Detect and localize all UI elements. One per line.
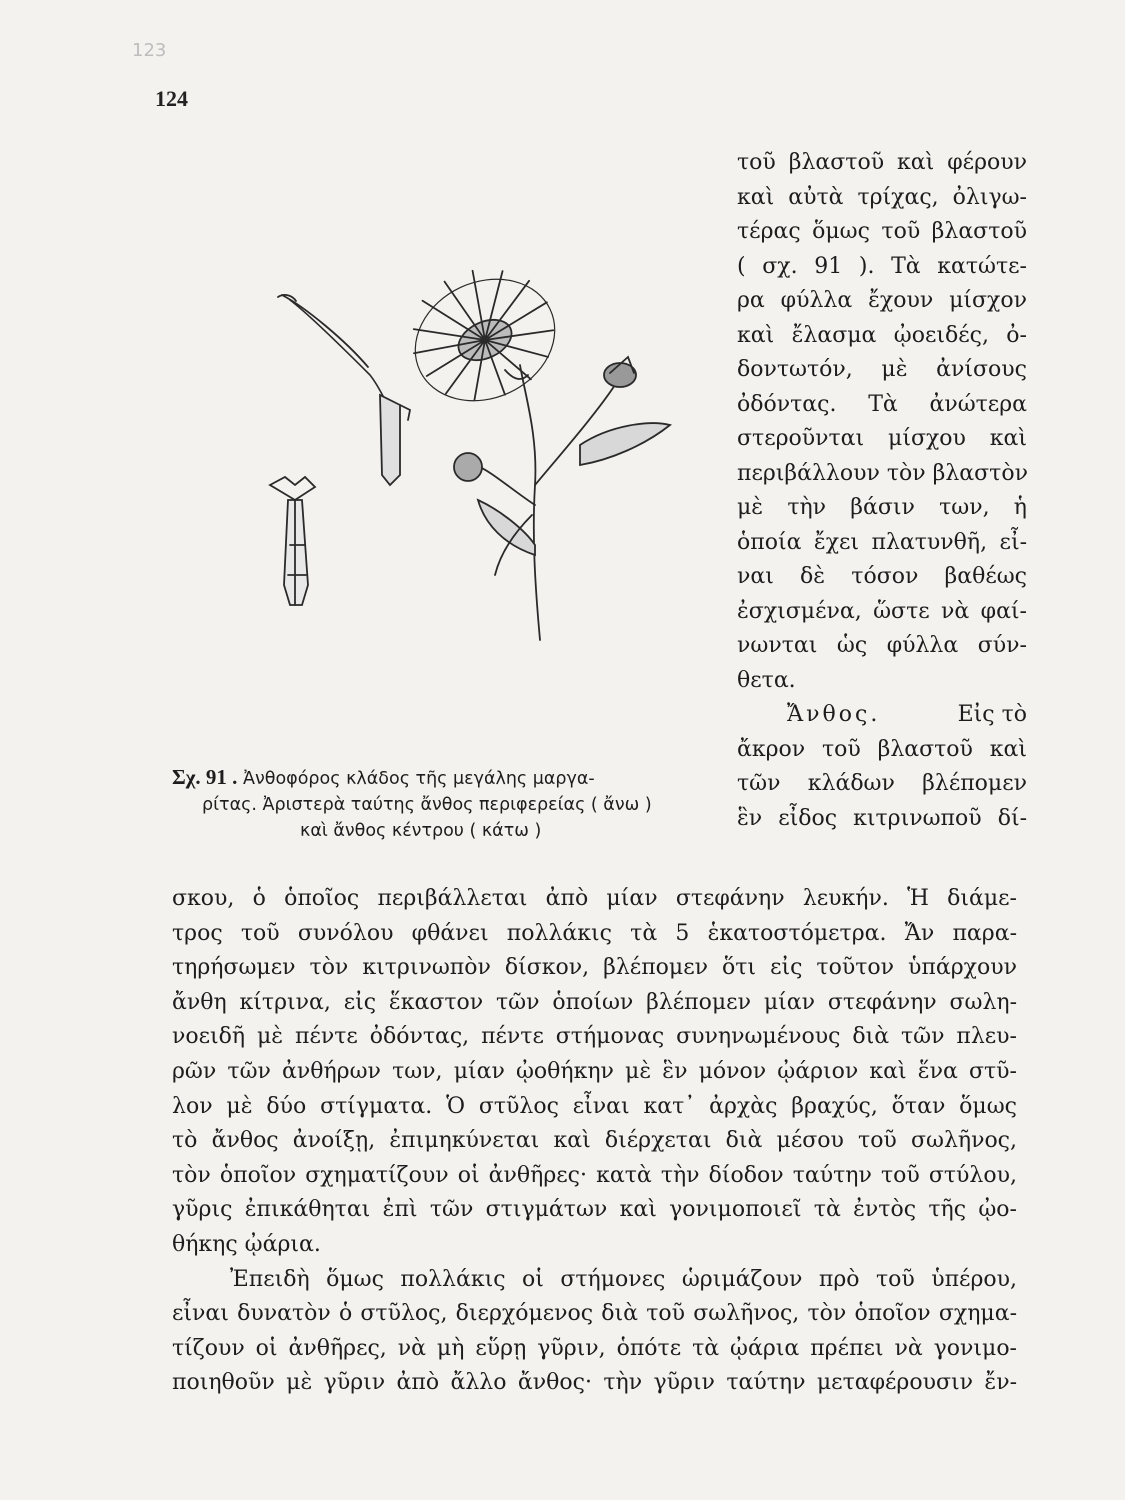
body-line: τὸ ἄνθος ἀνοίξῃ, ἐπιμηκύνεται καὶ διέρχεται διὰ μέσου τοῦ σωλῆνος, [172,1128,1017,1154]
right-column-line: ἄκρον τοῦ βλαστοῦ καὶ [737,736,1027,762]
side-stem [475,465,535,505]
right-column-line: τοῦ βλαστοῦ καὶ φέρουν [737,150,1027,175]
body-line: θήκης ᾠάρια. [172,1231,321,1257]
body-line: λον μὲ δύο στίγματα. Ὁ στῦλος εἶναι κατ᾽ ἀρχὰς βραχύς, ὅταν ὅμως [172,1093,1017,1119]
right-column-line: θετα. [737,667,796,693]
right-column-line: καὶ αὐτὰ τρίχας, ὀλιγω- [737,184,1027,210]
caption-line-3: καὶ ἄνθος κέντρου ( κάτω ) [300,821,542,841]
body-text [172,882,1017,1401]
right-column-line: ( σχ. 91 ). Τὰ κατώτε- [737,253,1027,279]
right-column-line: μὲ τὴν βάσιν των, ἡ [737,495,1027,520]
body-line: ποιηθοῦν μὲ γῦριν ἀπὸ ἄλλο ἄνθος· τὴν γῦριν ταύτην μεταφέρουσιν ἔν- [172,1370,1017,1396]
anthos-first-line [737,698,1027,733]
body-line: ρῶν τῶν ἀνθήρων των, μίαν ᾠοθήκην μὲ ἓν μόνον ᾠάριον καὶ ἕνα στῦ- [172,1058,1017,1084]
ray-flower-drawing [278,295,410,485]
body-line: τηρήσωμεν τὸν κιτρινωπὸν δίσκον, βλέπομεν ὅτι εἰς τοῦτον ὑπάρχουν [172,955,1017,981]
page-number: 124 [155,86,188,111]
right-column-line: ναι δὲ τόσον βαθέως [737,564,1027,589]
right-column-line: ρα φύλλα ἔχουν μίσχον [737,288,1027,313]
caption-line-1 [172,764,712,792]
body-line: σκου, ὁ ὁποῖος περιβάλλεται ἀπὸ μίαν στεφάνην λευκήν. Ἡ διάμε- [172,886,1017,911]
body-line: τίζουν οἱ ἀνθῆρες, νὰ μὴ εὕρῃ γῦριν, ὁπότε τὰ ᾠάρια πρέπει νὰ γονιμο- [172,1335,1017,1361]
right-column-line: ὀδόντας. Τὰ ἀνώτερα [737,391,1027,417]
right-column-line: ἓν εἶδος κιτρινωποῦ δί- [737,805,1027,831]
bleed-through-page-number: 123 [132,40,167,61]
right-column-line: περιβάλλουν τὸν βλαστὸν [737,460,1028,486]
caption-text: Ἀνθοφόρος κλάδος τῆς μεγάλης μαργα- [243,769,595,789]
body-line: τρος τοῦ συνόλου φθάνει πολλάκις τὰ 5 ἑκατοστόμετρα. Ἄν παρα- [172,920,1017,946]
body-line: νοειδῆ μὲ πέντε ὀδόντας, πέντε στήμονας συνηνωμένους διὰ τῶν πλευ- [172,1024,1017,1050]
right-column-line: στεροῦνται μίσχου καὶ [737,426,1027,451]
right-column-line: νωνται ὡς φύλλα σύν- [737,633,1027,658]
anthos-heading: Ἄνθος. [787,702,881,727]
disk-flower-drawing [270,477,315,605]
body-line: τὸν ὁποῖον σχηματίζουν οἱ ἀνθῆρες· κατὰ τὴν δίοδον ταύτην τοῦ στύλου, [172,1162,1017,1188]
body-line: εἶναι δυνατὸν ὁ στῦλος, διερχόμενος διὰ τοῦ σωλῆνος, τὸν ὁποῖον σχημα- [172,1301,1017,1327]
body-line: ἄνθη κίτρινα, εἰς ἕκαστον τῶν ὁποίων βλέπομεν μίαν στεφάνην σωλη- [172,989,1017,1015]
right-column-line: τέρας ὅμως τοῦ βλαστοῦ [737,219,1027,244]
right-column-line: ἐσχισμένα, ὥστε νὰ φαί- [737,598,1027,624]
right-column-line: καὶ ἔλασμα ᾠοειδές, ὀ- [737,322,1027,348]
small-flower-head [454,453,482,481]
body-line: γῦρις ἐπικάθηται ἐπὶ τῶν στιγμάτων καὶ γονιμοποιεῖ τὰ ἐντὸς τῆς ᾠο- [172,1197,1017,1223]
leaf-upper-right [580,423,670,465]
daisy-branch-illustration [250,245,700,665]
figure-label: Σχ. 91 . [172,765,238,789]
right-column-line: δοντωτόν, μὲ ἀνίσους [737,357,1027,382]
right-text-column [737,146,1027,836]
body-line: Ἐπειδὴ ὅμως πολλάκις οἱ στήμονες ὡριμάζουν πρὸ τοῦ ὑπέρου, [230,1266,1017,1292]
right-column-line: τῶν κλάδων βλέπομεν [737,771,1027,796]
large-flower-head [390,246,575,423]
figure-caption [172,764,712,844]
caption-line-2: ρίτας. Ἀριστερὰ ταύτης ἄνθος περιφερείας ( ἄνω ) [202,795,652,815]
anthos-line-text: Εἰς τὸ [957,702,1027,727]
right-column-line: ὁποία ἔχει πλατυνθῆ, εἶ- [737,529,1027,555]
